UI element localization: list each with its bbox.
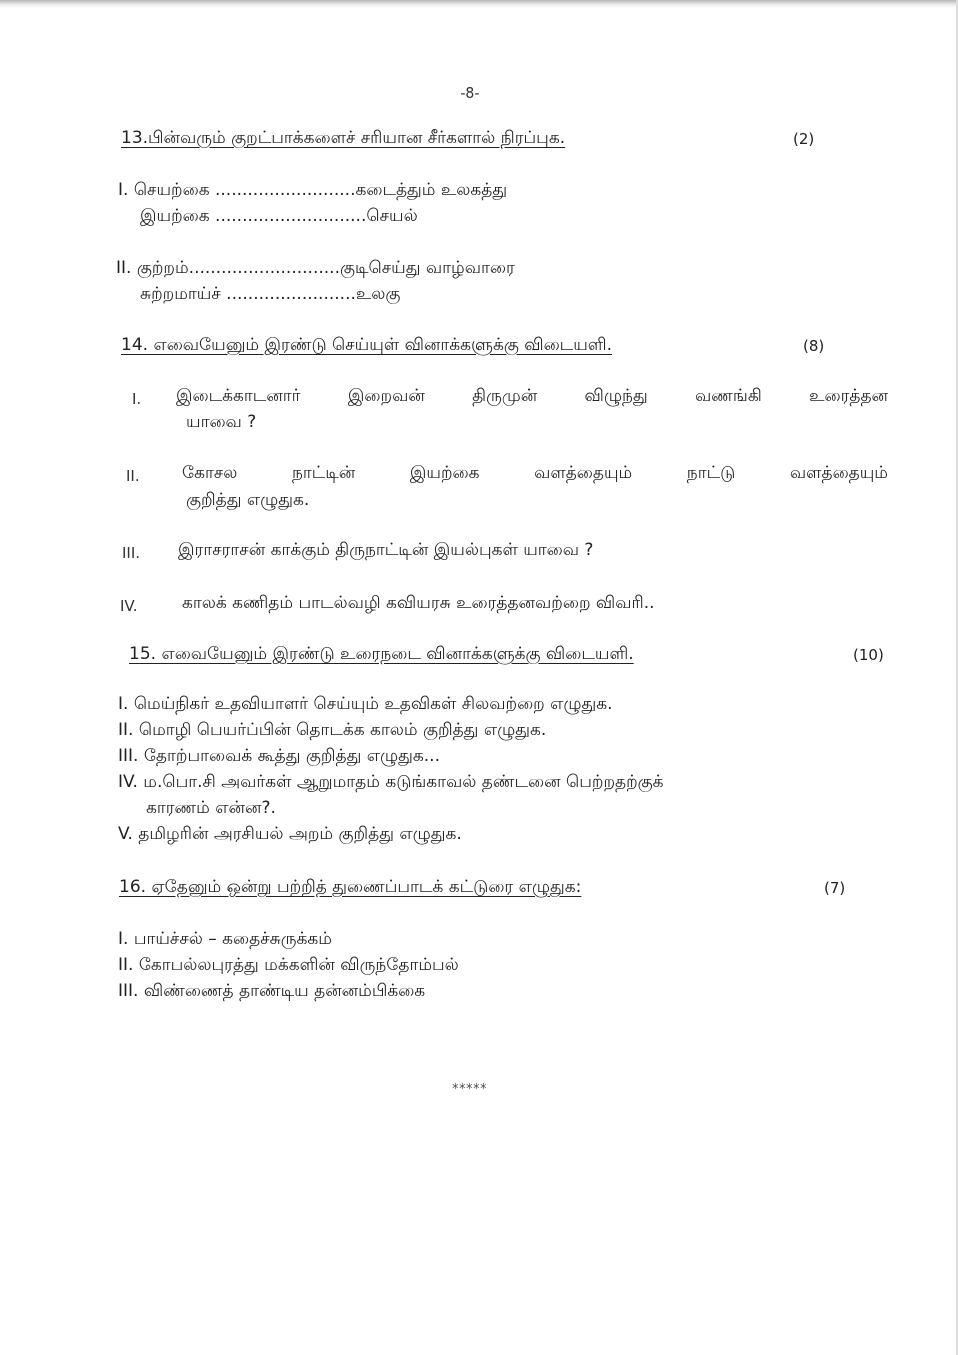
q13-item-1-line-1: I. செயற்கை ..........................கடைத்தும் உலகத்து (118, 180, 508, 200)
q15-heading: 15. எவையேனும் இரண்டு உரைநடை வினாக்களுக்கு விடையளி. (129, 644, 634, 664)
q14-item-4-number: IV. (120, 597, 138, 615)
q13-item-2-line-2: சுற்றமாய்ச் ........................உலகு (140, 284, 401, 304)
scan-top-edge (0, 0, 958, 8)
q14-marks: (8) (803, 337, 825, 355)
q15-item-4-continued: காரணம் என்ன?. (146, 798, 276, 818)
end-of-paper-marker: ***** (452, 1082, 488, 1097)
q13-item-2-line-1: II. குற்றம்............................குடிசெய்து வாழ்வாரை (116, 258, 515, 278)
q14-item-1-number: I. (132, 390, 142, 408)
q14-item-4-line-1: காலக் கணிதம் பாடல்வழி கவியரசு உரைத்தனவற்றை விவரி.. (182, 593, 655, 613)
q16-item-2: II. கோபல்லபுரத்து மக்களின் விருந்தோம்பல் (118, 955, 459, 975)
q16-marks: (7) (824, 879, 846, 897)
q14-item-1-line-2: யாவை ? (186, 412, 257, 432)
q13-item-1-line-2: இயற்கை ............................செயல் (140, 206, 418, 226)
q16-item-3: III. விண்ணைத் தாண்டிய தன்னம்பிக்கை (118, 981, 426, 1001)
q15-item-5: V. தமிழரின் அரசியல் அறம் குறித்து எழுதுக. (118, 824, 462, 844)
q16-item-1: I. பாய்ச்சல் – கதைச்சுருக்கம் (118, 929, 332, 949)
q15-marks: (10) (853, 646, 884, 664)
q13-heading: 13.பின்வரும் குறட்பாக்களைச் சரியான சீர்களால் நிரப்புக. (121, 128, 566, 148)
q16-heading: 16. ஏதேனும் ஒன்று பற்றித் துணைப்பாடக் கட்டுரை எழுதுக: (119, 877, 582, 897)
q14-item-2-line-2: குறித்து எழுதுக. (186, 490, 310, 510)
q14-item-1-line-1: இடைக்காடனார் இறைவன் திருமுன் விழுந்து வணங்கி உரைத்தன (176, 386, 888, 406)
page-number: -8- (460, 84, 480, 102)
q13-marks: (2) (793, 130, 815, 148)
q14-heading: 14. எவையேனும் இரண்டு செய்யுள் வினாக்களுக்கு விடையளி. (121, 335, 612, 355)
q14-item-3-line-1: இராசராசன் காக்கும் திருநாட்டின் இயல்புகள் யாவை ? (178, 540, 594, 560)
q14-item-3-number: III. (122, 544, 141, 562)
q15-item-1: I. மெய்நிகர் உதவியாளர் செய்யும் உதவிகள் சிலவற்றை எழுதுக. (118, 694, 613, 714)
q15-item-4: IV. ம.பொ.சி அவர்கள் ஆறுமாதம் கடுங்காவல் தண்டனை பெற்றதற்குக் (118, 772, 664, 792)
q15-item-2: II. மொழி பெயர்ப்பின் தொடக்க காலம் குறித்து எழுதுக. (118, 720, 547, 740)
q15-item-3: III. தோற்பாவைக் கூத்து குறித்து எழுதுக... (118, 746, 440, 766)
q14-item-2-number: II. (126, 467, 140, 485)
q14-item-2-line-1: கோசல நாட்டின் இயற்கை வளத்தையும் நாட்டு வளத்தையும் (182, 463, 888, 483)
